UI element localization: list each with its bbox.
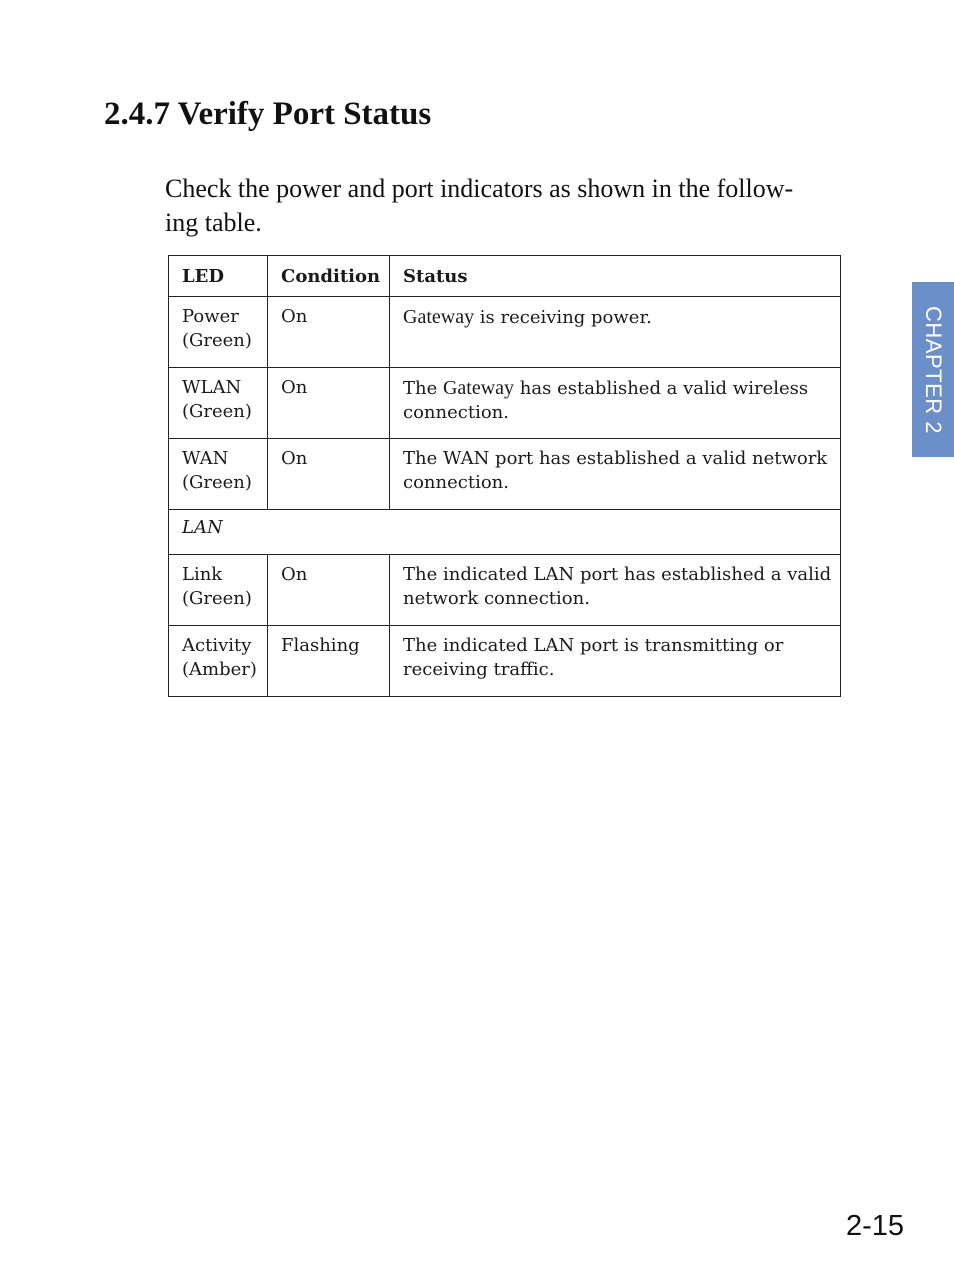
- header-led: LED: [169, 256, 268, 297]
- led-name: WLAN: [182, 377, 242, 398]
- condition-cell: On: [268, 555, 390, 626]
- led-color: (Amber): [182, 659, 257, 680]
- table-header-row: [169, 256, 841, 297]
- section-title: 2.4.7 Verify Port Status: [104, 96, 432, 132]
- status-text-line-1: The indicated LAN port has established a valid: [403, 564, 832, 585]
- condition-cell: On: [268, 368, 390, 439]
- led-name: Link: [182, 564, 223, 585]
- led-name: Power: [182, 306, 239, 327]
- table-row-link: [169, 555, 841, 626]
- status-text: has established a valid wireless: [514, 378, 809, 399]
- status-cell: [390, 297, 841, 368]
- intro-paragraph: [165, 172, 865, 240]
- status-brand: Gateway: [403, 306, 475, 328]
- condition-cell: On: [268, 297, 390, 368]
- status-text-line-1: The WAN port has established a valid network: [403, 448, 828, 469]
- chapter-tab-label: CHAPTER 2: [921, 305, 946, 434]
- led-cell: [169, 297, 268, 368]
- chapter-tab: [912, 282, 954, 457]
- status-text-line-2: receiving traffic.: [403, 659, 555, 680]
- status-cell: [390, 626, 841, 697]
- header-status: Status: [390, 256, 841, 297]
- status-brand: Gateway: [442, 377, 515, 399]
- status-text-line-2: connection.: [403, 472, 509, 493]
- status-text-line-2: network connection.: [403, 588, 590, 609]
- table-row-activity: [169, 626, 841, 697]
- table-group-row-lan: [169, 510, 841, 555]
- led-name: Activity: [182, 635, 252, 656]
- led-color: (Green): [182, 330, 252, 351]
- status-cell: [390, 368, 841, 439]
- lan-group-label: LAN: [169, 510, 841, 555]
- led-color: (Green): [182, 588, 252, 609]
- led-status-table: [168, 255, 841, 697]
- status-text: is receiving power.: [474, 307, 652, 328]
- led-cell: [169, 439, 268, 510]
- led-color: (Green): [182, 401, 252, 422]
- status-text-pre: The: [403, 378, 443, 399]
- table-row-wan: [169, 439, 841, 510]
- intro-line-2: ing table.: [165, 208, 262, 237]
- status-cell: [390, 439, 841, 510]
- condition-cell: On: [268, 439, 390, 510]
- led-name: WAN: [182, 448, 229, 469]
- intro-line-1: Check the power and port indicators as shown in the follow-: [165, 174, 794, 203]
- condition-cell: Flashing: [268, 626, 390, 697]
- status-text-line-1: The indicated LAN port is transmitting or: [403, 635, 784, 656]
- led-color: (Green): [182, 472, 252, 493]
- table-row-power: [169, 297, 841, 368]
- status-text-line-2: connection.: [403, 402, 509, 423]
- led-cell: [169, 555, 268, 626]
- status-cell: [390, 555, 841, 626]
- page-number: 2-15: [846, 1210, 905, 1242]
- header-condition: Condition: [268, 256, 390, 297]
- led-cell: [169, 368, 268, 439]
- table-row-wlan: [169, 368, 841, 439]
- led-cell: [169, 626, 268, 697]
